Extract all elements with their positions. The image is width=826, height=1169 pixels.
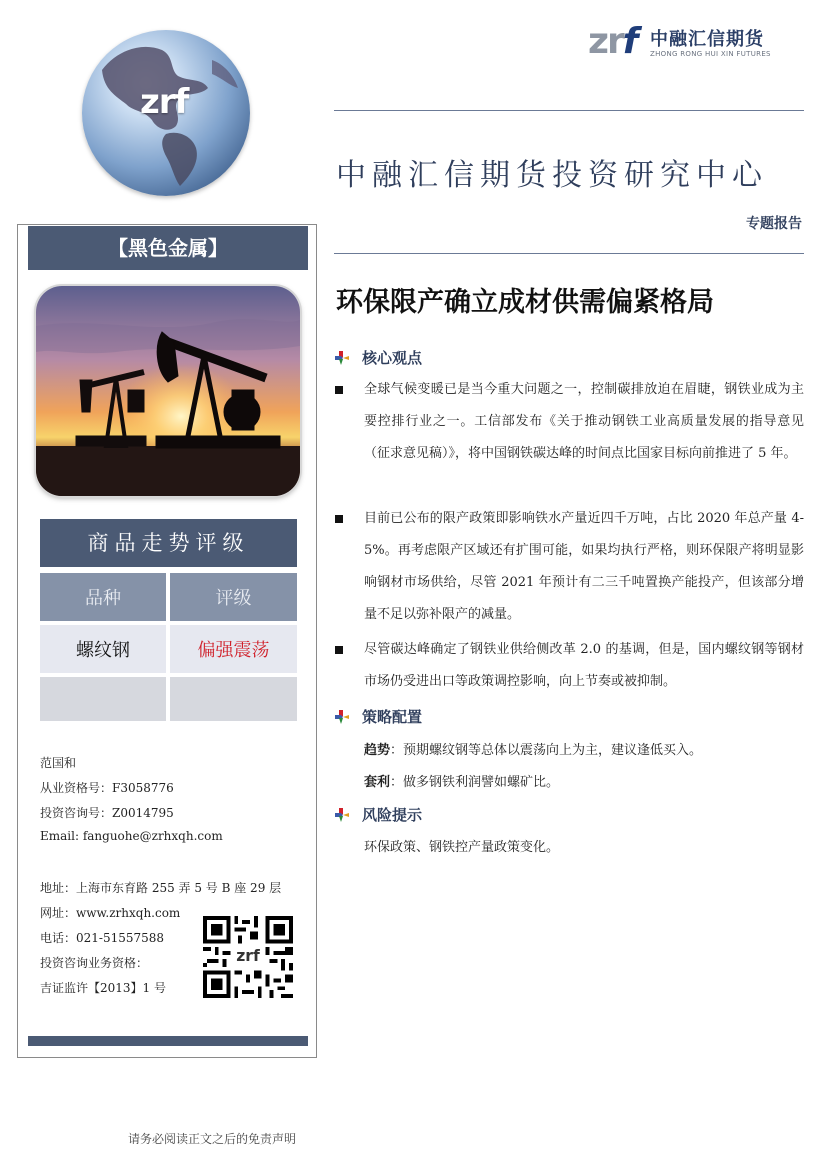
report-type-label: 专题报告 [746, 216, 802, 232]
rating-cell-empty-1 [40, 677, 166, 721]
section-strategy-title: 策略配置 [362, 708, 423, 726]
rating-header-grade: 评级 [170, 573, 297, 621]
analyst-name: 范国和 [40, 756, 77, 770]
strategy-trend-text: ：预期螺纹钢等总体以震荡向上为主，建议逢低买入。 [390, 743, 703, 758]
license-number: 吉证监许【2013】1 号 [40, 981, 166, 995]
company-name-en: ZHONG RONG HUI XIN FUTURES [650, 50, 771, 58]
header-rule-bottom [334, 253, 804, 254]
rating-table-title: 商品走势评级 [40, 519, 297, 567]
rating-cell-empty-2 [170, 677, 297, 721]
company-address: 地址：上海市东育路 255 弄 5 号 B 座 29 层 [40, 881, 282, 895]
company-logo [588, 22, 788, 66]
category-banner: 【黑色金属】 [28, 226, 308, 270]
section-strategy-heading [334, 706, 422, 727]
qr-center-logo: zrf [236, 946, 260, 965]
company-website: 网址：www.zrhxqh.com [40, 906, 181, 920]
bullet-square [335, 515, 343, 523]
core-bullet-1: 全球气候变暖已是当今重大问题之一，控制碳排放迫在眉睫，钢铁业成为主要控排行业之一。工信部发布《关于推动钢铁工业高质量发展的指导意见（征求意见稿）》，将中国钢铁碳达峰的时间点比国家目标向前推进了 5 年。 [364, 382, 804, 461]
rating-cell-variety: 螺纹钢 [40, 625, 166, 673]
research-center-title: 中融汇信期货投资研究中心 [336, 158, 768, 193]
license-label: 投资咨询业务资格： [40, 956, 149, 970]
core-bullet-3: 尽管碳达峰确定了钢铁业供给侧改革 2.0 的基调，但是，国内螺纹钢等钢材市场仍受进出口等政策调控影响，向上节奏或被抑制。 [364, 642, 804, 689]
section-risk-title: 风险提示 [362, 806, 423, 824]
sidebar-bottom-bar [28, 1036, 308, 1046]
analyst-consult-number: 投资咨询号：Z0014795 [40, 806, 174, 820]
company-phone: 电话：021-51557588 [40, 931, 165, 945]
strategy-trend-line [364, 739, 702, 758]
arrow-bullet-icon [334, 807, 350, 823]
report-title: 环保限产确立成材供需偏紧格局 [336, 287, 714, 318]
bullet-square [335, 386, 343, 394]
bullet-square [335, 646, 343, 654]
strategy-arb-text: ：做多钢铁利润譬如螺矿比。 [390, 775, 560, 790]
analyst-email: Email: fanguohe@zrhxqh.com [40, 829, 223, 843]
globe-zrf-text: zrf [140, 82, 189, 122]
strategy-arb-line [364, 771, 559, 790]
header-rule-top [334, 110, 804, 111]
rating-cell-grade: 偏强震荡 [170, 625, 297, 673]
section-core-title: 核心观点 [362, 349, 423, 367]
strategy-arb-label: 套利 [364, 775, 391, 790]
company-name-cn: 中融汇信期货 [650, 29, 764, 50]
core-bullet-2: 目前已公布的限产政策即影响铁水产量近四千万吨，占比 2020 年总产量 4-5%。再考虑限产区域还有扩围可能，如果均执行严格，则环保限产将明显影响钢材市场供给，尽管 2021 年预计有二三千吨置换产能投产，但该部分增量不足以弥补限产的减量。 [364, 511, 804, 622]
oil-pump-illustration [36, 286, 300, 496]
zrf-logo-mark: zrf [588, 21, 637, 62]
arrow-bullet-icon [334, 350, 350, 366]
section-core-heading [334, 347, 422, 368]
qr-code-icon [202, 916, 294, 998]
analyst-qualification: 从业资格号：F3058776 [40, 781, 174, 795]
arrow-bullet-icon [334, 709, 350, 725]
globe-logo-image [82, 30, 250, 196]
disclaimer-note: 请务必阅读正文之后的免责声明 [128, 1132, 297, 1146]
rating-header-variety: 品种 [40, 573, 166, 621]
risk-text: 环保政策、钢铁控产量政策变化。 [364, 840, 560, 855]
oil-pump-sunset-image [36, 286, 300, 496]
strategy-trend-label: 趋势 [364, 743, 391, 758]
section-risk-heading [334, 804, 422, 825]
